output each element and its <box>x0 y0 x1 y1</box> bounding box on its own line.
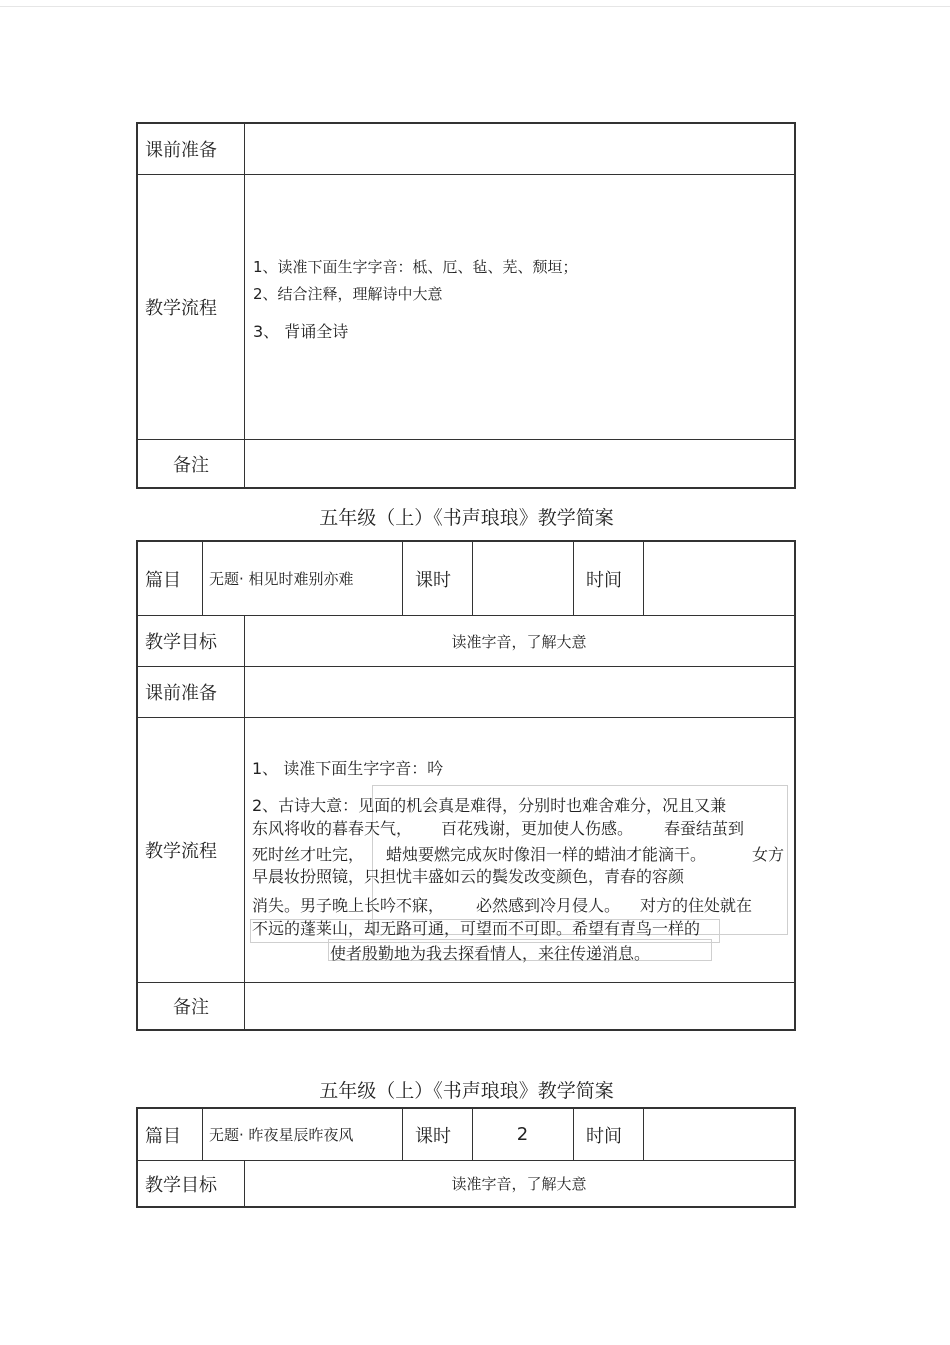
column-divider <box>402 1109 403 1160</box>
period-label: 课时 <box>415 569 451 591</box>
table-caption: 五年级（上）《书声琅琅》教学简案 <box>319 1080 614 1102</box>
prep-label: 课前准备 <box>145 140 217 161</box>
flow-item: 3、 背诵全诗 <box>253 322 349 341</box>
prep-label: 课前准备 <box>145 683 217 704</box>
prep-value <box>244 667 794 717</box>
time-value <box>643 542 794 615</box>
flow-line: 对方的住处就在 <box>640 896 753 915</box>
flow-line: 百花残谢，更加使人伤感。 <box>441 819 634 838</box>
row-prep <box>138 666 794 717</box>
time-label: 时间 <box>586 569 622 591</box>
row-goal <box>138 615 794 666</box>
column-divider <box>573 542 574 615</box>
row-notes <box>138 439 794 487</box>
time-label: 时间 <box>586 1125 622 1147</box>
flow-line: 蜡烛要燃完成灰时像泪一样的蜡油才能滴干。 <box>386 845 707 864</box>
period-value <box>472 542 573 615</box>
column-divider <box>402 542 403 615</box>
title-value: 无题· 相见时难别亦难 <box>209 570 354 588</box>
goal-label: 教学目标 <box>145 632 217 653</box>
flow-line: 消失。男子晚上长吟不寐， <box>252 896 445 915</box>
column-divider <box>244 718 245 982</box>
row-notes <box>138 982 794 1029</box>
flow-content <box>253 255 578 344</box>
flow-label: 教学流程 <box>145 298 217 319</box>
prep-value <box>244 124 794 174</box>
page-top-rule <box>0 6 950 7</box>
flow-line: 必然感到冷月侵人。 <box>476 896 621 915</box>
notes-value <box>244 440 794 487</box>
period-value: 2 <box>516 1124 529 1145</box>
flow-line: 早晨妆扮照镜，只担忧丰盛如云的鬓发改变颜色，青春的容颜 <box>252 867 685 886</box>
table-caption: 五年级（上）《书声琅琅》教学简案 <box>319 507 614 529</box>
goal-value: 读准字音，了解大意 <box>451 632 587 651</box>
row-title <box>138 1109 794 1160</box>
title-label: 篇目 <box>145 1125 181 1147</box>
title-value: 无题· 昨夜星辰昨夜风 <box>209 1126 354 1144</box>
lesson-table-3 <box>136 1107 796 1208</box>
notes-value <box>244 983 794 1029</box>
row-flow <box>138 174 794 439</box>
row-prep <box>138 124 794 174</box>
goal-value: 读准字音，了解大意 <box>451 1175 587 1193</box>
flow-line: 使者殷勤地为我去探看情人，来往传递消息。 <box>330 944 651 963</box>
notes-label: 备注 <box>173 454 209 476</box>
flow-line: 东风将收的暮春天气， <box>252 819 413 838</box>
lesson-table-1 <box>136 122 796 489</box>
period-label: 课时 <box>415 1125 451 1147</box>
flow-line: 春蚕结茧到 <box>664 819 745 838</box>
flow-item: 2、结合注释，理解诗中大意 <box>253 285 443 303</box>
flow-line: 2、古诗大意：见面的机会真是难得，分别时也难舍难分，况且又兼 <box>252 796 727 815</box>
flow-line: 死时丝才吐完， <box>252 845 365 864</box>
title-label: 篇目 <box>145 569 181 591</box>
flow-item: 1、读准下面生字字音：柢、厄、毡、芜、颓垣； <box>253 258 578 276</box>
column-divider <box>573 1109 574 1160</box>
goal-label: 教学目标 <box>145 1174 217 1196</box>
row-goal <box>138 1160 794 1206</box>
row-title <box>138 542 794 615</box>
notes-label: 备注 <box>173 997 209 1018</box>
flow-line: 不远的蓬莱山，却无路可通，可望而不可即。希望有青鸟一样的 <box>252 919 701 938</box>
flow-label: 教学流程 <box>145 841 217 862</box>
flow-item: 1、 读准下面生字字音：吟 <box>252 759 444 778</box>
time-value <box>643 1109 794 1160</box>
flow-line: 女方 <box>752 845 785 864</box>
